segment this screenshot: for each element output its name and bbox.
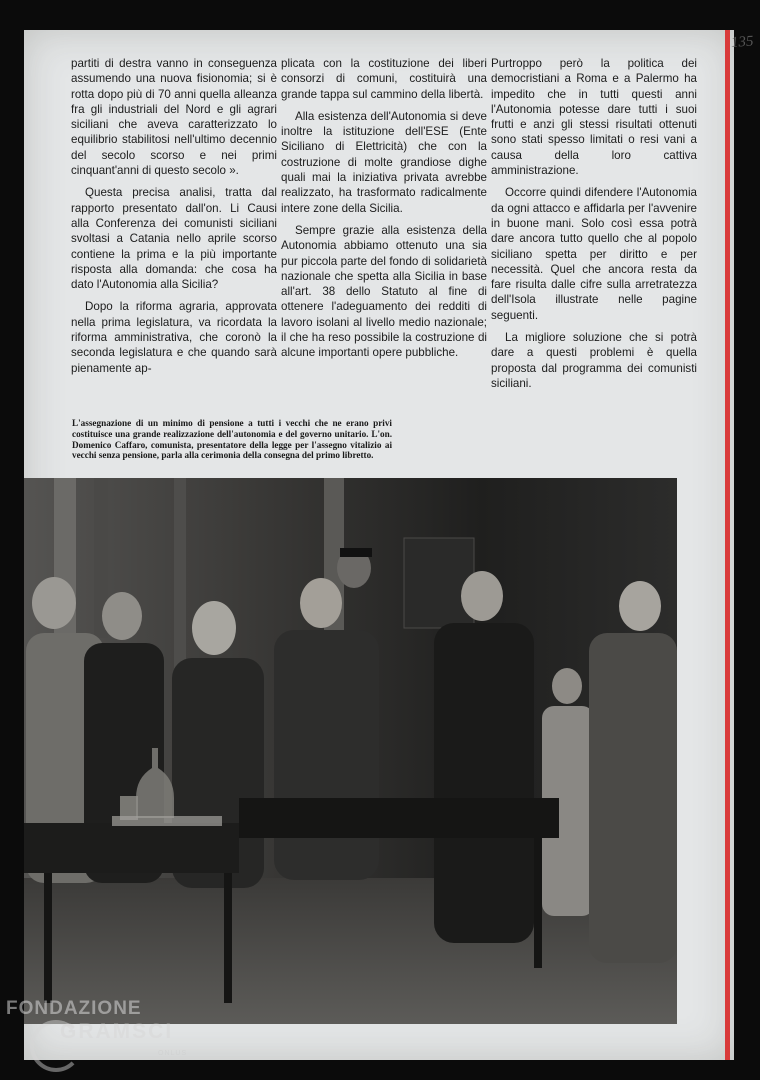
- paragraph: Alla esistenza dell'Autonomia si deve inoltre la istituzione dell'ESE (Ente Siciliano di Elettricità) che con la costruzione di molte grandiose dighe quali mai la iniziativa privata avrebbe realizzato, ha trasformato radicalmente intere zone della Sicilia.: [281, 109, 487, 215]
- paragraph: Dopo la riforma agraria, approvata nella prima legislatura, va ricordata la riforma amministrativa, che coronò la seconda legislatura e che quando sarà pienamente ap-: [71, 300, 277, 375]
- ceremony-photo-illustration: [24, 478, 677, 1024]
- paragraph: Sempre grazie alla esistenza della Autonomia abbiamo ottenuto una sia pur piccola parte del fondo di solidarietà nazionale che spetta alla Sicilia in base all'art. 38 dello Statuto al fine di ottenere l'adeguamento dei redditi di lavoro isolani al livello medio nazionale; il che ha reso possibile la costruzione di alcune importanti opere pubbliche.: [281, 223, 487, 360]
- photo-caption: L'assegnazione di un minimo di pensione a tutti i vecchi che ne erano privi costituisce una grande realizzazione dell'autonomia e del governo unitario. L'on. Domenico Caffaro, comunista, presentatore della legge per l'assegno vitalizio ai vecchi senza pensione, parla alla cerimonia della consegna del primo libretto.: [72, 418, 392, 461]
- archive-watermark: [6, 994, 206, 1074]
- red-margin-line: [725, 30, 730, 1060]
- paragraph: La migliore soluzione che si potrà dare a questi problemi è quella proposta dal programma dei comunisti siciliani.: [491, 331, 697, 390]
- watermark-line2: GRAMSCI: [60, 1020, 174, 1043]
- paragraph: Questa precisa analisi, tratta dal rapporto presentato dall'on. Li Causi alla Conferenza dei comunisti siciliani svoltasi a Catania nello aprile scorso contiene la prima e la più importante risposta alla domanda: che cosa ha dato l'Autonomia alla Sicilia?: [71, 186, 277, 292]
- paragraph: Occorre quindi difendere l'Autonomia da ogni attacco e affidarla per l'avvenire in buone mani. Solo così essa potrà dare ancora tutto quello che al popolo siciliano spetta per diritto e per necessità. Quel che ancora resta da fare risulta dalle cifre sulla arretratezza dell'Isola illustrate nelle pagine seguenti.: [491, 186, 697, 322]
- page-number: 135: [730, 33, 755, 52]
- paragraph: Purtroppo però la politica dei democristiani a Roma e a Palermo ha impedito che in tutti questi anni l'Autonomia potesse dare tutti i suoi frutti e anzi gli stessi risultati ottenuti sono stati spesso limitati o resi vani a causa della loro cattiva amministrazione.: [491, 57, 697, 178]
- text-column-2: [281, 56, 487, 368]
- paragraph: partiti di destra vanno in conseguenza assumendo una nuova fisionomia; si è rotta dopo più di 70 anni quella alleanza fra gli industriali del Nord e gli agrari siciliani che aveva caratterizzato lo equilibrio stabilitosi nell'ultimo decennio del secolo scorso e nei primi cinquant'anni di questo secolo ».: [71, 57, 277, 178]
- watermark-sub: ONLUS: [158, 1050, 188, 1057]
- ceremony-photo: [24, 478, 677, 1024]
- text-column-3: [491, 56, 697, 398]
- paragraph: plicata con la costituzione dei liberi consorzi di comuni, costituirà una grande tappa sul cammino della libertà.: [281, 57, 487, 101]
- text-column-1: [71, 56, 277, 383]
- watermark-line1: FONDAZIONE: [6, 998, 142, 1019]
